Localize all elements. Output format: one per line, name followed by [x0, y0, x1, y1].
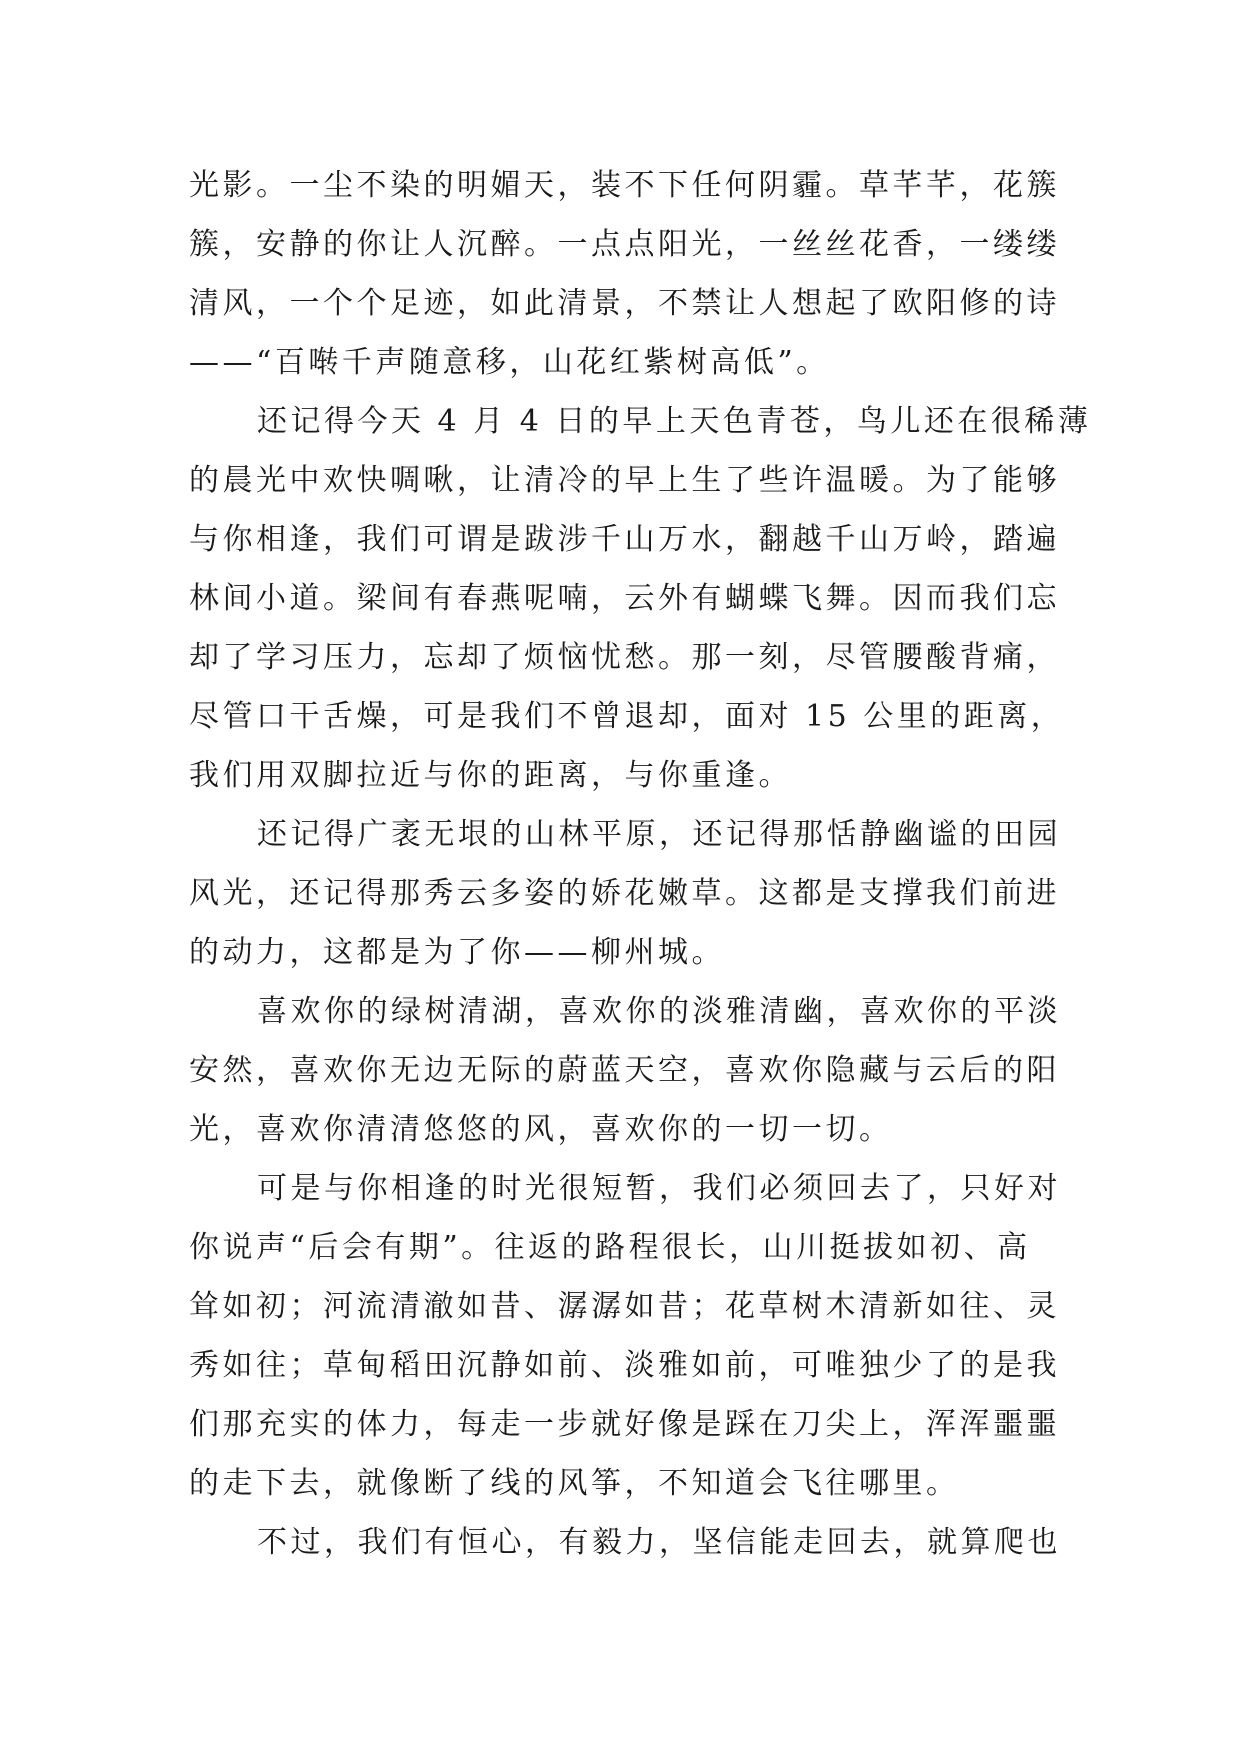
paragraph: [189, 1513, 1061, 1572]
text-line: 你说声“后会有期”。往返的路程很长，山川挺拔如初、高: [189, 1230, 1031, 1265]
paragraph: [189, 1159, 1061, 1513]
text-line: 耸如初；河流清澈如昔、潺潺如昔；花草树木清新如往、灵: [189, 1289, 1060, 1324]
text-line: 还记得广袤无垠的山林平原，还记得那恬静幽谧的田园: [257, 817, 1061, 852]
text-line: 的走下去，就像断了线的风筝，不知道会飞往哪里。: [189, 1466, 960, 1501]
text-line: ——“百啭千声随意移，山花红紫树高低”。: [189, 345, 830, 380]
paragraph: [189, 156, 1060, 392]
text-line: 与你相逢，我们可谓是跋涉千山万水，翻越千山万岭，踏遍: [189, 522, 1060, 557]
text-line: 秀如往；草甸稻田沉静如前、淡雅如前，可唯独少了的是我: [189, 1348, 1060, 1383]
text-line: 尽管口干舌燥，可是我们不曾退却，面对 15 公里的距离，: [189, 699, 1065, 734]
text-line: 却了学习压力，忘却了烦恼忧愁。那一刻，尽管腰酸背痛，: [189, 640, 1060, 675]
text-line: 我们用双脚拉近与你的距离，与你重逢。: [189, 758, 792, 793]
document-body: [189, 156, 1092, 1572]
paragraph: [189, 392, 1092, 805]
text-line: 们那充实的体力，每走一步就好像是踩在刀尖上，浑浑噩噩: [189, 1407, 1060, 1442]
paragraph: [189, 805, 1061, 982]
text-line: 风光，还记得那秀云多姿的娇花嫩草。这都是支撑我们前进: [189, 876, 1060, 911]
text-line: 林间小道。梁间有春燕呢喃，云外有蝴蝶飞舞。因而我们忘: [189, 581, 1060, 616]
text-line: 清风，一个个足迹，如此清景，不禁让人想起了欧阳修的诗: [189, 286, 1060, 321]
text-line: 喜欢你的绿树清湖，喜欢你的淡雅清幽，喜欢你的平淡: [257, 994, 1061, 1029]
text-line: 还记得今天 4 月 4 日的早上天色青苍，鸟儿还在很稀薄: [257, 404, 1092, 439]
text-line: 可是与你相逢的时光很短暂，我们必须回去了，只好对: [257, 1171, 1061, 1206]
paragraph: [189, 982, 1061, 1159]
text-line: 不过，我们有恒心，有毅力，坚信能走回去，就算爬也: [257, 1525, 1061, 1560]
text-line: 的晨光中欢快啁啾，让清冷的早上生了些许温暖。为了能够: [189, 463, 1060, 498]
text-line: 的动力，这都是为了你——柳州城。: [189, 935, 725, 970]
text-line: 光影。一尘不染的明媚天，装不下任何阴霾。草芊芊，花簇: [189, 168, 1060, 203]
text-line: 光，喜欢你清清悠悠的风，喜欢你的一切一切。: [189, 1112, 893, 1147]
text-line: 簇，安静的你让人沉醉。一点点阳光，一丝丝花香，一缕缕: [189, 227, 1060, 262]
text-line: 安然，喜欢你无边无际的蔚蓝天空，喜欢你隐藏与云后的阳: [189, 1053, 1060, 1088]
